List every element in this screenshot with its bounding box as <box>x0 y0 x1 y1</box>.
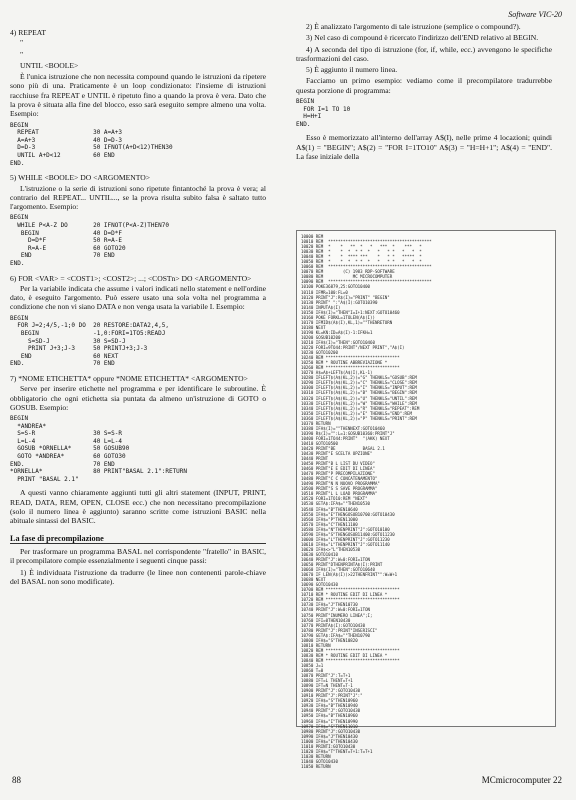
paragraph: Facciamo un primo esempio: vediamo come il precompilatore tradurrebbe questa porzione di programma: <box>296 76 552 95</box>
paragraph: 1) È individuata l'istruzione da tradurre (le linee non contenenti parole-chiave del BASAL non sono modificate). <box>10 567 266 586</box>
paragraph: 5) È aggiunto il numero linea. <box>306 65 398 75</box>
paragraph: L'istruzione o la serie di istruzioni sono ripetute fintantoché la prova è vera; al contrario del REPEAT... UNTIL..., se la prova risulta subito falsa è saltato tutto l'argomento. Esempio: <box>10 183 266 212</box>
basic-listing-box <box>296 230 556 769</box>
paragraph: Per trasformare un programma BASAL nel corrispondente "fratello" in BASIC, il precompilatore compie essenzialmente i seguenti cinque passi: <box>10 546 266 566</box>
code-example: BEGIN *ANDREA* S=S-R 30 S=S-R L=L-4 40 L=L-4 GOSUB *ORNELLA* 50 GOSUB90 GOTO *ANDREA* 60 GOTO30 END. 70 END *ORNELLA* 80 PRINT"BASAL 2.1":RETURN PRINT "BASAL 2.1" <box>10 415 188 483</box>
code-example: BEGIN WHILE P<A-Z DO 20 IFNOT(P<A-Z)THEN70 BEGIN 40 D=D*F D=D*F 50 R=A-E R=A-E 60 GOTO20 END 70 END END. <box>10 214 169 267</box>
page-number: 88 <box>12 775 21 785</box>
paragraph: 4) A seconda del tipo di istruzione (for, if, while, ecc.) avvengono le specifiche trasformazioni del caso. <box>296 44 552 63</box>
section-heading: 4) REPEAT <box>10 28 47 37</box>
code-example: BEGIN REPEAT 30 A=A+3 A=A+3 40 D=D-3 D=D-3 50 IFNOT(A+D<12)THEN30 UNTIL A+D<12 60 END END. <box>10 121 173 167</box>
paragraph: 2) È analizzato l'argomento di tale istruzione (semplice o compound?). <box>306 22 521 31</box>
subsection-heading: La fase di precompilazione <box>10 534 266 544</box>
paragraph: UNTIL <BOOLE> <box>20 60 79 70</box>
paragraph: A questi vanno chiaramente aggiunti tutti gli altri statement (INPUT, PRINT, READ, DATA, REM, OPEN, CLOSE ecc.) che non necessitano precompilazione (solo il numero linea è aggiunto) saranno scritte come istruzioni BASIC nella abituale sintassi del BASIC. <box>10 488 266 526</box>
paragraph: Per la variabile indicata che assume i valori indicati nello statement e nell'ordine dato, è eseguito l'argomento. Può essere usato una sola volta nel programma a condizione che non vi siano DATA e non venga usata la variabile I. Esempio: <box>10 283 266 312</box>
paragraph: È l'unica istruzione che non necessita compound quando le istruzioni da ripetere sono più di una. Praticamente è un loop condizionato: l'insieme di istruzioni racchiuse fra REPEAT e UNTIL è ripetuto fino a quando la prova è vera. Dato che la prova è situata alla fine del blocco, esso sarà eseguito sempre almeno una volta. Esempio: <box>10 72 266 119</box>
paragraph: " <box>20 38 24 48</box>
section-heading: 7) *NOME ETICHETTA* oppure *NOME ETICHETTA* <ARGOMENTO> <box>10 373 248 383</box>
paragraph: Serve per inserire etichette nel programma e per identificare le subroutine. È obbligatorio che ogni etichetta sia puntata da almeno un'istruzione di GOTO o GOSUB. Esempio: <box>10 384 266 412</box>
code-example: BEGIN FOR J=2;4/5,-1;0 DO 20 RESTORE:DATA2,4,5, BEGIN -1,0:FORI=1TO5:READJ S=SD-J 30 S=SD-J PRINT J+3;J-3 50 PRINTJ+3;J-3 END 60 NEXT END. 70 END <box>10 314 169 368</box>
running-header: Software VIC-20 <box>508 10 562 19</box>
paragraph: Esso è memorizzato all'interno dell'array A$(I), nelle prime 4 locazioni; quindi A$(1) = "BEGIN"; A$(2) = "FOR I=1TO10" A$(3) = "H=H+1"; A$(4) = "END". La fase iniziale della <box>296 133 552 162</box>
paragraph: 3) Nel caso di compound è ricercato l'indirizzo dell'END relativo al BEGIN. <box>306 33 539 43</box>
right-column <box>296 22 552 163</box>
section-heading: 5) WHILE <BOOLE> DO <ARGOMENTO> <box>10 173 151 183</box>
paragraph: " <box>20 49 24 59</box>
basic-listing-code: 10000 REM 10010 REM ****************************************** 10020 REM * * ** * * *** * *** * 10030 REM * * * * * * * * * * * * 10040 REM * * **** *** * * * ***** * 10050 REM * * * * * * * * * * * * 10060 REM ****************************************** 10070 REM (C) 1983 RDP-SOFTWARE 10080 REM MC MICROCOMPUTER 10090 REM ****************************************** 10100 POKE36879,25:GOTO10400 10110 IFMR=100:FL=0 10120 PRINT"J":R$(I)="PRINT" "BEGIN" 10130 PRINT" ":"A$(I):GOTO10390 10140 INPUTA$(I) 10150 IFA$(I)="THEN"I=I+1:NEXT:GOTO10460 10160 POKE FORKL=1TOLEN(A$(I)) 10170 IFMID$(A$(I),KL,1)=""THENRETURN 10180 NEXT 10190 KL=KN:ID=A$(I)-1:IFKH=1 10200 GOSUB10200 10210 IFA$(I)="THEN":GOTO10460 10220 FORI=9TO44:PRINT"/NEXT PRINT","A$(I) 10230 GOTO10200 10240 REM ****************************** 10250 REM * ROUTINE ABBREVIAZIONE * 10260 REM ****************************** 10270 A$=A$+LEFT$(A$(I),KL-1) 10280 IFLEFT$(A$(KL,2))="G" THENKLS="GOSUB":REM 10290 IFLEFT$(A$(KL,2))="C" THENKLS="CLOSE":REM 10300 IFLEFT$(A$(KL,2))="I" THENKLS="INPUT":REM 10310 IFLEFT$(A$(KL,2))="B" THENKLS="BEGIN":REM 10320 IFLEFT$(A$(KL,2))="U" THENKLS="UNTIL":REM 10330 IFLEFT$(A$(KL,2))="W" THENKLS="WHILE":REM 10340 IFLEFT$(A$(KL,2))="R" THENKLS="REPEAT":REM 10350 IFLEFT$(A$(KL,2))="E" THENKLS="END":REM 10360 IFLEFT$(A$(KL,2))="P" THENKLS="PRINT":REM 10370 RETURN 10380 IFA$(I)=""THENNEXT:GOTO10460 10390 R$(I)="":L=1:GOSUB10360:PRINT"J" 10400 FORI=1TO44:PRINT" "(AKK) NEXT 10410 GOTO10500 10420 PRINT"BE BASAL 2.1 10430 PRINT"E SCELTA OPZIONE" 10440 PRINT 10450 PRINT"B L LIST DU VIDEO" 10460 PRINT"E E EDIT DI LINEA" 10470 PRINT"P PRECOMPILAZIONE" 10480 PRINT"C C CONCATENAMENTO" 10490 PRINT"N N NUOVO PROGRAMMA" 10500 PRINT"S S SAVE PROGRAMMA" 10510 PRINT"L L LOAD PROGRAMMA" 10520 FORI=1TO10:REM "NEXT" 10530 GETA$:IFA$=""THEN10530 10540 IFA$="B"THEN10640 10550 IFA$="E"THENGOSUB10700:GOTO10430 10560 IFA$="P"THEN11000 10570 IFA$="C"THEN11100 10580 IFA$="N"THENPRINT"J":GOTO10100 10590 IFA$="S"THENGOSUB11400:GOTO11230 10600 IFA$="L"THENPRINT"J":GOTO11230 10610 IFA$="L"THENPRINT"J":GOTO11140 10620 IFA$<>"L"THEN10530 10630 GOTO10410 10640 PRINT"J":W=0:FORI=1TON 10650 PRINT"DTHENPRINTA$(I):PRINT 10660 IFA$(I)="THEN":GOTO10640 10670 IF LEN(A$(I))>22THENFRINT"":W=W+1 10680 NEXT 10690 GOTO10430 10700 REM ****************************** 10710 REM * ROUTINE EDIT DI LINEA * 10720 REM ****************************** 10730 IFA$="J"THEN10730 10740 PRINT"J":W=0:FORI=1TON 10750 PRINT"INUMERO LINEA";I; 10760 IFI=0THEN10430 10770 PRINTA$(I):GOTO10430 10780 PRINT"J":PRINT"INSERISCI" 10790 GETA$:IFA$=""THEN10790 10800 IFA$="S"THEN10820 10810 RETURN 10820 REM ****************************** 10830 REM * ROUTINE EDIT DI LINEA * 10840 REM ****************************** 10850 J=1 10860 T=0 10870 PRINT"J":T=T+1 10880 IFT=L THENT=T+1 10890 IFT=N THENT=T-1 10900 PRINT"J":GOTO10430 10910 PRINT"J":PRINT"J":" 10920 IFA$="S"THEN10960 10930 IFA$="B"THEN10940 10940 PRINT"J":GOTO10430 10950 IFA$="B"THEN10960 10960 IFA$="I"THEN10990 10970 IFA$="S"THEN11010 10980 PRINT"J":GOTO10430 10990 IFA$="J"THEN10430 11000 IFA$="E"THEN10430 11010 PRINTI:GOTO10430 11020 IFA$="T"THENT=T+1:T=T+1 11030 RETURN 11040 GOTO10430 11050 RETURN <box>301 234 432 769</box>
left-column <box>10 22 266 588</box>
magazine-name: MCmicrocomputer 22 <box>481 775 562 785</box>
code-example: BEGIN FOR I=1 TO 10 H=H+I END. <box>296 98 351 128</box>
section-heading: 6) FOR <VAR> = <COST1>; <COST2>; ...; <COSTn> DO <ARGOMENTO> <box>10 273 252 283</box>
